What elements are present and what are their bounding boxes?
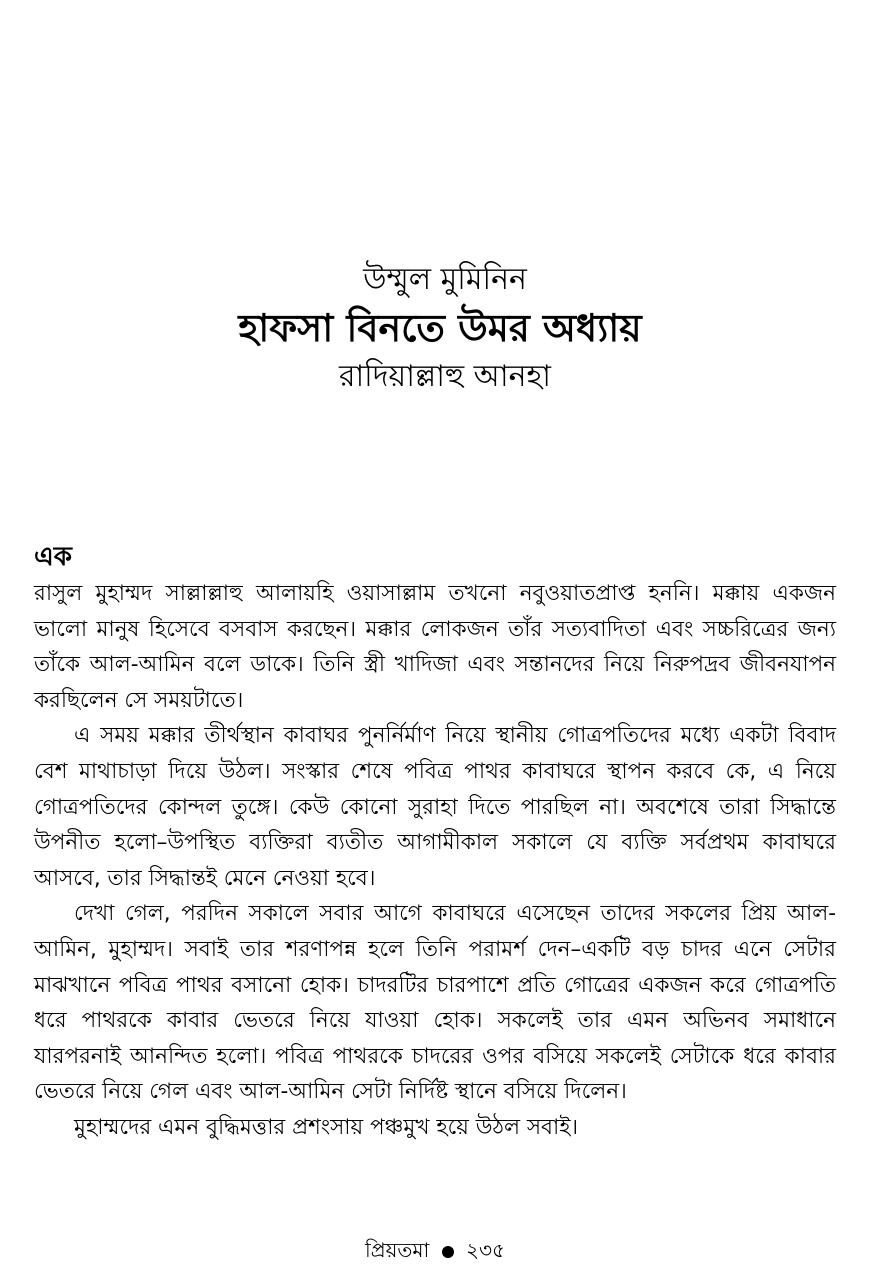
body-text (34, 576, 836, 1146)
chapter-title-block (0, 258, 870, 400)
paragraph-2: এ সময় মক্কার তীর্থস্থান কাবাঘর পুনর্নির্মাণ নিয়ে স্থানীয় গোত্রপতিদের মধ্যে একটা বিবাদ বেশ মাথাচাড়া দিয়ে উঠল। সংস্কার শেষে পবিত্র পাথর কাবাঘরে স্থাপন করবে কে, এ নিয়ে গোত্রপতিদের কোন্দল তুঙ্গে। কেউ কোনো সুরাহা দিতে পারছিল না। অবশেষে তারা সিদ্ধান্তে উপনীত হলো–উপস্থিত ব্যক্তিরা ব্যতীত আগামীকাল সকালে যে ব্যক্তি সর্বপ্রথম কাবাঘরে আসবে, তার সিদ্ধান্তই মেনে নেওয়া হবে। (34, 723, 836, 891)
section-heading: এক (34, 542, 72, 572)
paragraph-3: দেখা গেল, পরদিন সকালে সবার আগে কাবাঘরে এসেছেন তাদের সকলের প্রিয় আল-আমিন, মুহাম্মদ। সবাই তার শরণাপন্ন হলে তিনি পরামর্শ দেন–একটি বড় চাদর এনে সেটার মাঝখানে পবিত্র পাথর বসানো হোক। চাদরটির চারপাশে প্রতি গোত্রের একজন করে গোত্রপতি ধরে পাথরকে কাবার ভেতরে নিয়ে যাওয়া হোক। সকলেই তার এমন অভিনব সমাধানে যারপরনাই আনন্দিত হলো। পবিত্র পাথরকে চাদরের ওপর বসিয়ে সকলেই সেটাকে ধরে কাবার ভেতরে নিয়ে গেল এবং আল-আমিন সেটা নির্দিষ্ট স্থানে বসিয়ে দিলেন। (34, 901, 836, 1105)
paragraph-4: মুহাম্মদের এমন বুদ্ধিমত্তার প্রশংসায় পঞ্চমুখ হয়ে উঠল সবাই। (74, 1114, 579, 1140)
bullet-separator-icon (442, 1246, 454, 1258)
page-number: ২৩৫ (466, 1238, 506, 1262)
title-blessing: রাদিয়াল্লাহু আনহা (338, 359, 551, 394)
title-honorific: উম্মুল মুমিনিন (363, 262, 527, 297)
paragraph-1: রাসুল মুহাম্মদ সাল্লাল্লাহু আলায়হি ওয়াসাল্লাম তখনো নবুওয়াতপ্রাপ্ত হননি। মক্কায় একজন ভালো মানুষ হিসেবে বসবাস করছেন। মক্কার লোকজন তাঁর সত্যবাদিতা এবং সচ্চরিত্রের জন্য তাঁকে আল-আমিন বলে ডাকে। তিনি স্ত্রী খাদিজা এবং সন্তানদের নিয়ে নিরুপদ্রব জীবনযাপন করছিলেন সে সময়টাতে। (34, 581, 836, 713)
page-footer (0, 1236, 870, 1264)
title-main: হাফসা বিনতে উমর অধ্যায় (238, 306, 642, 350)
footer-book-title: প্রিয়তমা (364, 1238, 430, 1262)
